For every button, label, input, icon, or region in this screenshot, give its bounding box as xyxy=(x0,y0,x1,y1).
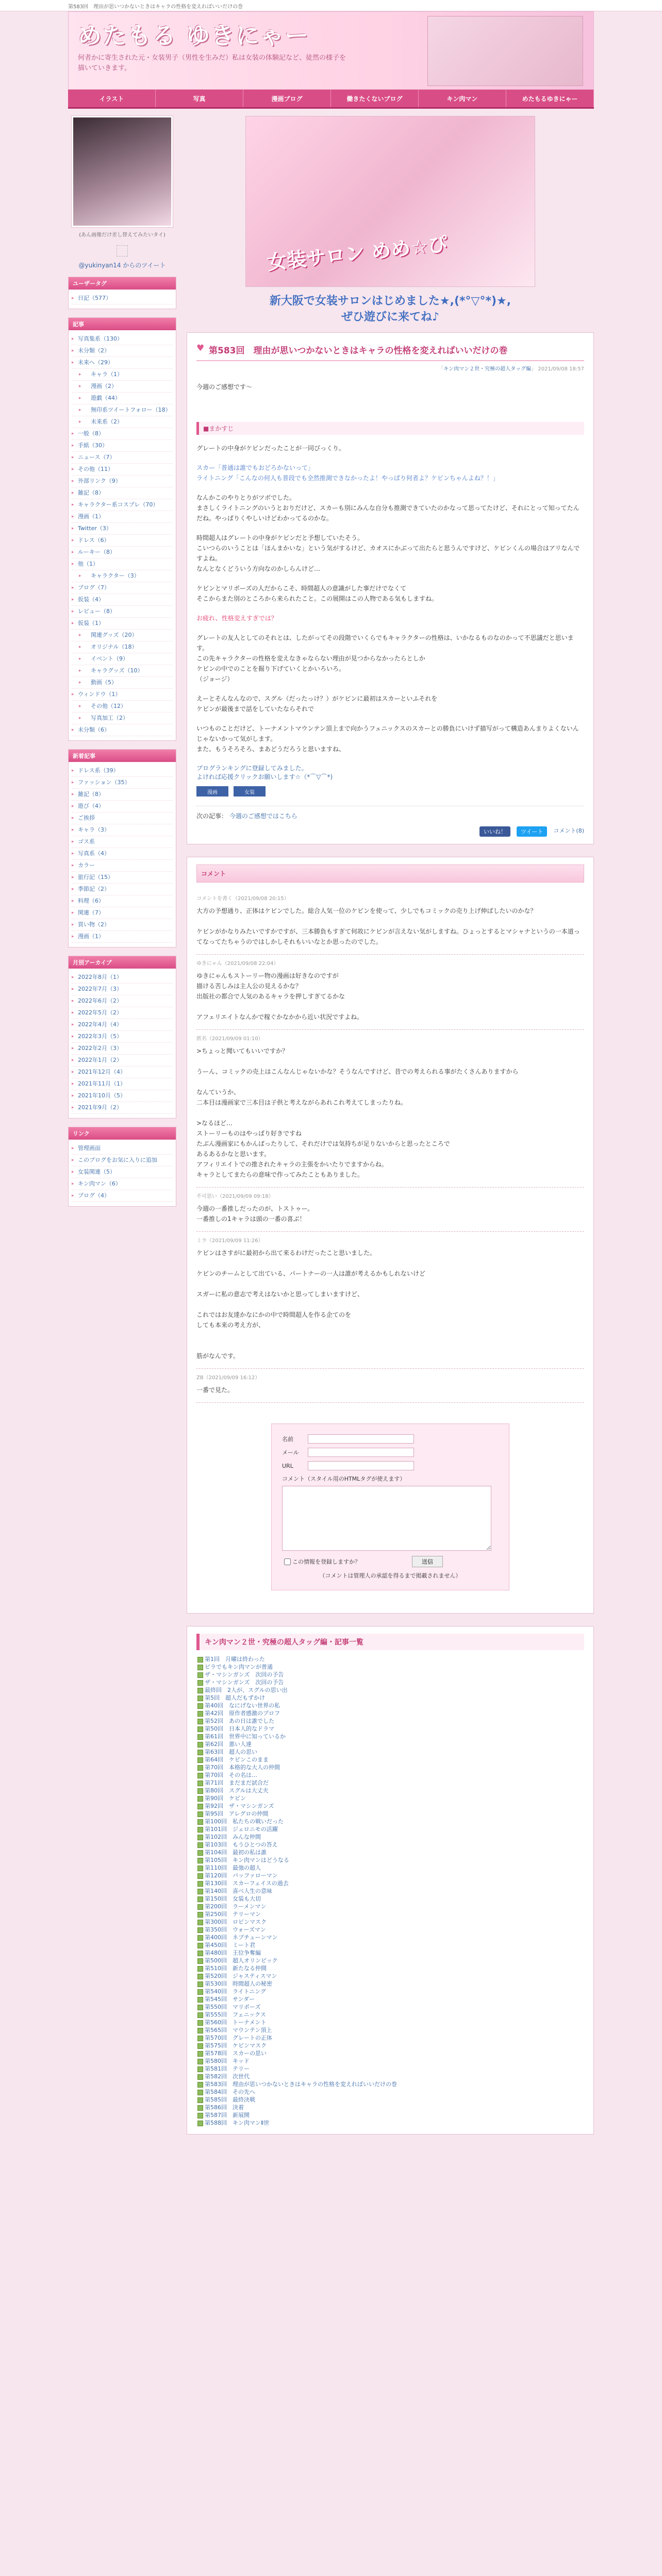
archive-item[interactable]: 第95回 アレグロの仲間 xyxy=(196,1810,584,1818)
archive-item[interactable]: 第42回 原作者感激のプロフ xyxy=(196,1709,584,1717)
sidebar-link[interactable]: ▸ レビュー（8） xyxy=(72,606,173,618)
archive-item[interactable]: 第150回 女装も大切 xyxy=(196,1895,584,1903)
sidebar-link[interactable]: ▸ ファッション（35） xyxy=(72,777,173,789)
sidebar-link[interactable]: ▸ 管理画面 xyxy=(72,1143,173,1155)
comment-label: コメント（スタイル用のHTMLタグが使えます） xyxy=(282,1476,406,1482)
comment-body: >ちょっと聞いてもいいですか？ うーん、コミックの売上はこんなんじゃないかな？そうなんですけど、昔での考えられる事がたくさんありますから なんていうか、 二本目は漫画家で三本目は子供と考えながらあれこれ考えてしまったりね。 >なるほど… ストーリーものはやっぱり好きですね たぶん漫画家にもかんばったりして、それだけでは気持ちが足りないからと思ったところで あるあるかなと思います。 アフィリエイトでの推されたキャラの主張をかいたりでますからね。 キャラとしてまたらの意味で作ってみたこともありました。 xyxy=(196,1047,519,1178)
archive-item[interactable]: ビラでもキン肉マンが普通 xyxy=(196,1663,584,1671)
comment-meta: ゆきにゃん（2021/09/08 22:04） xyxy=(196,961,279,967)
archive-item[interactable]: 第61回 世界中に知っているか xyxy=(196,1733,584,1740)
comments-heading: コメント xyxy=(196,865,584,883)
sidebar-link[interactable]: ▸ キャラ（3） xyxy=(72,824,173,836)
archive-item[interactable]: 最終回 2人が、スグルの思い出 xyxy=(196,1686,584,1694)
archive-item[interactable]: 第450回 ミート君 xyxy=(196,1941,584,1949)
sidebar-link[interactable]: ▸ 買い物（2） xyxy=(72,919,173,931)
sidebar-link[interactable]: ▸ 外部リンク（9） xyxy=(72,476,173,487)
sidebar-link[interactable]: ▸ 写真系（4） xyxy=(72,848,173,860)
sidebar-link[interactable]: ▸ 2022年4月（4） xyxy=(72,1019,173,1031)
sidebar-link[interactable]: ▸ 季節記（2） xyxy=(72,884,173,895)
comment xyxy=(196,1232,584,1369)
archive-list xyxy=(196,1655,584,2127)
sidebar-link[interactable]: ▸ 2022年2月（3） xyxy=(72,1043,173,1055)
page-topline: 第583回 理由が思いつかないときはキャラの性格を変えればいいだけの巻 xyxy=(0,0,662,11)
comment-count-link[interactable]: コメント(8) xyxy=(553,827,584,834)
archive-item[interactable]: 第200回 ラーメンマン xyxy=(196,1903,584,1910)
post-meta-prefix: 「 xyxy=(438,366,444,372)
sidebar-link[interactable]: ▸ キン肉マン（6） xyxy=(72,1178,173,1190)
archive-item[interactable]: 第530回 時間超人の秘密 xyxy=(196,1980,584,1988)
main-content xyxy=(187,116,594,2147)
next-label: 次の記事： xyxy=(196,812,228,820)
archive-item[interactable]: 第140回 喜べ人生の意味 xyxy=(196,1887,584,1895)
post-category-link[interactable]: キン肉マン２世・究極の超人タッグ編 xyxy=(443,366,532,372)
sidebar-box xyxy=(68,277,176,309)
archive-item[interactable]: 第1回 月曜は終わった xyxy=(196,1655,584,1663)
sidebar-link[interactable]: ▸ 未来系（2） xyxy=(72,416,173,428)
archive-item[interactable]: 第584回 その先へ xyxy=(196,2088,584,2096)
sidebar-box-title: 月別アーカイブ xyxy=(69,956,176,969)
comments-section xyxy=(187,857,594,1614)
archive-item[interactable]: 第5回 超人だもずかけ xyxy=(196,1694,584,1702)
nav-item[interactable]: キン肉マン xyxy=(419,90,506,107)
sidebar-link[interactable]: ▸ 2022年6月（2） xyxy=(72,995,173,1007)
comment-body: ゆきにゃんもストーリー物の漫画は好きなのですが 描ける苦しみは主人公の見えるかな？ 出版社の都合で人気のあるキャラを押しすぎてるかな アフェリエイトなんかで稼ぐかなかから近い状況ですよね。 xyxy=(196,972,363,1021)
sidebar-link[interactable]: ▸ 写真加工（2） xyxy=(72,713,173,724)
archive-item[interactable]: 第510回 新たなる仲間 xyxy=(196,1964,584,1972)
comment-body: ケビンはさすがに最初から出て来るわけだったこと思いました。 ケビンのチームとして出ている、パートナーの一人は誰が考えるかもしれないけど スガーに私の意志で考えはないかと思ってしまいますけど、 これではお友達かなにかの中で時間超人を作る企てのを しても本来の考え方が、 筋がなんです。 xyxy=(196,1249,426,1360)
sidebar-link[interactable]: ▸ 仮装（1） xyxy=(72,618,173,630)
sidebar-link[interactable]: ▸ 仮装（4） xyxy=(72,594,173,606)
sidebar-box-title: 新着記事 xyxy=(69,750,176,762)
post-paragraph: スカー「普通は誰でもおどろかないって」 ライトニング「こんなの何人も普段でも全然推測できなかったよ！やっぱり何者よ？ケビンちゃんよね？！」 xyxy=(196,464,499,482)
site-header xyxy=(68,11,594,90)
sidebar-link[interactable]: ▸ オリジナル（18） xyxy=(72,641,173,653)
blog-post xyxy=(187,332,594,844)
archive-item[interactable]: 第480回 王位争奪編 xyxy=(196,1949,584,1957)
url-input[interactable] xyxy=(308,1461,414,1470)
archive-item[interactable]: 第583回 理由が思いつかないときはキャラの性格を変えればいいだけの巻 xyxy=(196,2080,584,2088)
comment xyxy=(196,1188,584,1232)
archive-item[interactable]: 第575回 ケビンマスク xyxy=(196,2042,584,2049)
nav-item[interactable]: 漫画ブログ xyxy=(243,90,331,107)
name-label: 名前 xyxy=(282,1436,293,1443)
archive-item[interactable]: 第40回 なにげない世界の私 xyxy=(196,1702,584,1709)
archive-item[interactable]: 第540回 ライトニング xyxy=(196,1988,584,1995)
profile-caption: (あん画像だけ差し替えてみたいタイ) xyxy=(79,232,166,238)
archive-item[interactable]: 第80回 スグルは大丈夫 xyxy=(196,1787,584,1794)
archive-item[interactable]: 第120回 バッファローマン xyxy=(196,1872,584,1879)
nav-item[interactable]: 写真 xyxy=(156,90,243,107)
sidebar-box xyxy=(68,749,176,947)
banner-caption[interactable]: 新大阪で女装サロンはじめました★,(*°▽°*)★, ぜひ遊びに来てね♪ xyxy=(269,295,511,324)
sidebar-link[interactable]: ▸ 関連（7） xyxy=(72,907,173,919)
banner-text: 女装サロン めめ☆ぴ xyxy=(266,232,449,275)
archive-item[interactable]: 第50回 日本人的なドラマ xyxy=(196,1725,584,1733)
archive-item[interactable]: 第588回 キン肉マンⅡ世 xyxy=(196,2119,584,2127)
profile-photo xyxy=(72,116,173,227)
mail-label: メール xyxy=(282,1449,299,1456)
sidebar-link[interactable]: ▸ 未来へ（29） xyxy=(72,357,173,369)
comment xyxy=(196,890,584,955)
post-paragraph: グレートの友人としてのそれとは、したがってその段階でいくらでもキャラクターの性格は、いかなるものなのかって不思議だと思います。 この先キャラクターの性格を変えなきゃならない理由が見つからなかったらとしか ケビンの中でのことを掘り下げていくとかいろいろ。 （ジョージ） xyxy=(196,634,574,683)
archive-item[interactable]: 第105回 キン肉マンはどうなる xyxy=(196,1856,584,1864)
sidebar-link[interactable]: ▸ ご挨拶 xyxy=(72,812,173,824)
sidebar-link[interactable]: ▸ ゴス系 xyxy=(72,836,173,848)
ranking-text[interactable]: ブログランキングに登録してみました。 よければ応援クリックお願いします☆（*⌒▽⌒*) xyxy=(196,765,333,781)
sidebar-link[interactable]: ▸ 料理（6） xyxy=(72,895,173,907)
comment-form xyxy=(271,1423,509,1590)
comment-meta: 匿名（2021/09/09 01:10） xyxy=(196,1036,263,1042)
next-post-link[interactable]: 今週のご感想ではこちら xyxy=(229,812,297,820)
archive-item[interactable]: 第555回 フェニックス xyxy=(196,2011,584,2019)
sidebar-link[interactable]: ▸ 未分類（2） xyxy=(72,345,173,357)
archive-item[interactable]: ザ・マシンガンズ 次回の予告 xyxy=(196,1671,584,1679)
archive-item[interactable]: 第520回 ジャスティスマン xyxy=(196,1972,584,1980)
submit-button[interactable]: 送信 xyxy=(412,1556,443,1567)
archive-item[interactable]: 第64回 ケビンこのまま xyxy=(196,1756,584,1764)
sidebar-box-title: リンク xyxy=(69,1127,176,1140)
sidebar-link[interactable]: ▸ 一般（8） xyxy=(72,428,173,440)
sidebar-link[interactable]: ▸ ブログ（7） xyxy=(72,582,173,594)
sidebar-list xyxy=(69,762,176,947)
comment-body: 大方の予想通り、正体はケビンでした。総合人気一位のケビンを使って、少しでもコミックの売り上げ伸ばしたいのかな？ ケビンがかなりみたいですかですが、三本勝負もすぎて何故にケビンが言えない気がしますね。ひょっとするとマシャナというの一本道ってなってたちゃうのではしかしそれもいいなとか思ったのでした。 xyxy=(196,907,580,945)
sidebar-link[interactable]: ▸ 写真集系（130） xyxy=(72,333,173,345)
secret-label: この情報を登録しますか？ xyxy=(292,1558,360,1565)
share-bar xyxy=(196,826,584,837)
sidebar-link[interactable]: ▸ その他（11） xyxy=(72,464,173,476)
sidebar-link[interactable]: ▸ 漫画（1） xyxy=(72,511,173,523)
sidebar-link[interactable]: ▸ 手紙（30） xyxy=(72,440,173,452)
sidebar-link[interactable]: ▸ 2022年1月（2） xyxy=(72,1055,173,1066)
tweet-button[interactable]: ツイート xyxy=(517,826,547,837)
post-paragraph: ケビンとマリポーズの人だからこそ、時間超人の意識がした事だけでなくて そこからまた別のところから来られたこと。この展開はこの人物である気もしますね。 xyxy=(196,585,438,602)
post-paragraph: なんかこのやりとりがツボでした。 まさしくライトニングのいうとおりだけど、スカーも別にみんな自分も推測できていたのかなって思ってたけど、それにとって知ってたんだね。やっぱりくやしいけどわかってるのかな。 xyxy=(196,494,580,522)
comment-meta: ミラ（2021/09/09 11:26） xyxy=(196,1238,263,1244)
sidebar-link[interactable]: ▸ ドレス（6） xyxy=(72,535,173,547)
sidebar-link[interactable]: ▸ カラー xyxy=(72,860,173,872)
nav-item[interactable]: 働きたくないブログ xyxy=(331,90,419,107)
sidebar-box xyxy=(68,317,176,741)
sidebar-link[interactable]: ▸ 2021年9月（2） xyxy=(72,1102,173,1114)
archive-item[interactable]: 第586回 決着 xyxy=(196,2104,584,2111)
post-meta-date: 」 2021/09/08 18:57 xyxy=(531,366,584,372)
sidebar-link[interactable]: ▸ ブログ（4） xyxy=(72,1190,173,1202)
post-intro: 今週のご感想です〜 xyxy=(196,383,253,391)
sidebar-list xyxy=(69,290,176,309)
archive-item[interactable]: 第545回 サンダー xyxy=(196,1995,584,2003)
sidebar-link[interactable]: ▸ 動画（5） xyxy=(72,677,173,689)
sidebar-link[interactable]: ▸ ウィンドウ（1） xyxy=(72,689,173,701)
form-note: （コメントは管理人の承認を得るまで掲載されません） xyxy=(319,1572,461,1579)
ranking-banner-button[interactable]: 女装 xyxy=(234,786,266,796)
nav-item[interactable]: めたもるゆきにゃー xyxy=(506,90,594,107)
nav-item[interactable]: イラスト xyxy=(68,90,156,107)
comment xyxy=(196,1030,584,1188)
archive-item[interactable]: 第560回 トーナメント xyxy=(196,2019,584,2026)
sidebar-list xyxy=(69,330,176,740)
post-paragraph: 時間超人はグレートの中身がケビンだと予想していたそう。 こいつらのいうことは「ほんまかいな」という気がするけど、カオスにかぶって出たらと思うんですけど、ケビンくんの場合はアリなんですよね。 なんとなくどういう方向なのかしらんけど… xyxy=(196,534,580,572)
comment-meta: ZB（2021/09/09 16:12） xyxy=(196,1375,260,1381)
secret-checkbox[interactable] xyxy=(284,1558,291,1565)
sidebar-box xyxy=(68,956,176,1118)
sidebar-link[interactable]: ▸ 女装関連（5） xyxy=(72,1166,173,1178)
comment-meta: コメントを書く（2021/09/08 20:15） xyxy=(196,896,289,902)
archive-item[interactable]: 第570回 グレートの正体 xyxy=(196,2034,584,2042)
archive-item[interactable]: 第71回 まだまだ試合だ xyxy=(196,1779,584,1787)
archive-heading: キン肉マン２世・究極の超人タッグ編・記事一覧 xyxy=(196,1634,584,1650)
sidebar-link[interactable]: ▸ 未分類（6） xyxy=(72,724,173,736)
sidebar-link[interactable]: ▸ このブログをお気に入りに追加 xyxy=(72,1155,173,1166)
mail-input[interactable] xyxy=(308,1448,414,1457)
sidebar-link[interactable]: ▸ キャラクター系コスプレ（70） xyxy=(72,499,173,511)
comment xyxy=(196,955,584,1030)
header-portrait-image xyxy=(427,16,583,86)
sidebar-link[interactable]: ▸ ルーキー（8） xyxy=(72,547,173,558)
sidebar-link[interactable]: ▸ 2022年3月（5） xyxy=(72,1031,173,1043)
archive-item[interactable]: 第63回 超人の思い xyxy=(196,1748,584,1756)
archive-item[interactable]: 第587回 新展開 xyxy=(196,2111,584,2119)
post-paragraph: グレートの中身がケビンだったことが一同びっくり。 xyxy=(196,445,345,452)
sidebar xyxy=(68,116,176,2147)
sidebar-link[interactable]: ▸ 2021年12月（4） xyxy=(72,1066,173,1078)
archive-item[interactable]: 第578回 スカーの思い xyxy=(196,2049,584,2057)
sidebar-link[interactable]: ▸ ニュース（7） xyxy=(72,452,173,464)
sidebar-box xyxy=(68,1127,176,1207)
sidebar-box-title: 記事 xyxy=(69,318,176,330)
comment-meta: 不可思い（2021/09/09 09:18） xyxy=(196,1194,274,1199)
sidebar-list xyxy=(69,1140,176,1206)
sidebar-link[interactable]: ▸ キャラクター（3） xyxy=(72,570,173,582)
next-post xyxy=(196,806,584,820)
url-label: URL xyxy=(282,1462,293,1469)
sidebar-link[interactable]: ▸ 雑記（8） xyxy=(72,789,173,801)
archive-item[interactable]: 第565回 マウンテン頂上 xyxy=(196,2026,584,2034)
sidebar-list xyxy=(69,969,176,1118)
comment-body: 今週の一番推しだったのが、トストゥー。 一番推しの1キャラは頭の一番の喜ぶ！ xyxy=(196,1205,314,1223)
comment-body: 一番で見た。 xyxy=(196,1386,234,1394)
archive-item[interactable]: 第102回 みんな仲間 xyxy=(196,1833,584,1841)
post-section-heading: ■まかすじ xyxy=(196,422,584,435)
post-paragraph: えーとそんなんなので、スグル（だったっけ？）がケビンに最初はスカーといふそれを ケビンが最後まで話をしていたならそれで xyxy=(196,695,438,713)
comment xyxy=(196,1369,584,1403)
archive-item[interactable]: 第100回 私たちの戦いだった xyxy=(196,1818,584,1825)
archive-item[interactable]: 第580回 キッド xyxy=(196,2057,584,2065)
post-meta xyxy=(196,364,584,372)
site-title[interactable]: めたもる ゆきにゃー xyxy=(78,22,310,49)
sidebar-link[interactable]: ▸ Twitter（3） xyxy=(72,523,173,535)
comment-textarea[interactable] xyxy=(282,1486,491,1551)
sidebar-link[interactable]: ▸ 2021年11月（1） xyxy=(72,1078,173,1090)
sidebar-link[interactable]: ▸ 遊び（4） xyxy=(72,801,173,812)
sidebar-link[interactable]: ▸ 2022年8月（1） xyxy=(72,972,173,984)
archive-item[interactable]: 第92回 ザ・マシンガンズ xyxy=(196,1802,584,1810)
archive-item[interactable]: 第300回 ロビンマスク xyxy=(196,1918,584,1926)
sidebar-link[interactable]: ▸ 雑記（8） xyxy=(72,487,173,499)
archive-item[interactable]: 第250回 テリーマン xyxy=(196,1910,584,1918)
archive-item[interactable]: 第103回 もうひとつの答え xyxy=(196,1841,584,1849)
archive-item[interactable]: 第400回 ネプチューンマン xyxy=(196,1934,584,1941)
archive-item[interactable]: 第70回 その名は… xyxy=(196,1771,584,1779)
sidebar-link[interactable]: ▸ キャラ（1） xyxy=(72,369,173,381)
archive-item[interactable]: 第90回 ケビン xyxy=(196,1794,584,1802)
sidebar-box-title: ユーザータグ xyxy=(69,277,176,290)
sidebar-link[interactable]: ▸ 漫画（2） xyxy=(72,381,173,393)
archive-item[interactable]: 第581回 テリー xyxy=(196,2065,584,2073)
archive-item[interactable]: 第62回 悪い人達 xyxy=(196,1740,584,1748)
archive-item[interactable]: 第101回 ジェロニモの活躍 xyxy=(196,1825,584,1833)
post-paragraph: お疲れ、性格変えすぎでは？ xyxy=(196,615,277,622)
global-nav xyxy=(68,90,594,109)
sidebar-link[interactable]: ▸ 日記（577） xyxy=(72,293,173,304)
sidebar-link[interactable]: ▸ 遊戯（44） xyxy=(72,393,173,404)
sidebar-link[interactable]: ▸ キャラグッズ（10） xyxy=(72,665,173,677)
archive-item[interactable]: ザ・マシンガンズ 次回の予告 xyxy=(196,1679,584,1686)
salon-banner[interactable] xyxy=(245,116,535,287)
twitter-follow-link[interactable]: @yukinyan14 からのツイート xyxy=(78,262,166,269)
page-wrapper xyxy=(68,11,594,2147)
archive-box xyxy=(187,1626,594,2134)
sidebar-link[interactable]: ▸ 他（1） xyxy=(72,558,173,570)
sidebar-link[interactable]: ▸ イベント（9） xyxy=(72,653,173,665)
facebook-like-button[interactable]: いいね！ xyxy=(479,826,510,837)
sidebar-link[interactable]: ▸ 2021年10月（5） xyxy=(72,1090,173,1102)
name-input[interactable] xyxy=(308,1434,414,1444)
archive-item[interactable]: 第350回 ウォーズマン xyxy=(196,1926,584,1934)
site-subtitle: 何者かに寄生された元・女装男子（男性を生みだ）私は女装の体験記など、徒然の様子を描いていきます。 xyxy=(78,54,346,72)
archive-item[interactable]: 第500回 超人オリンピック xyxy=(196,1957,584,1964)
archive-item[interactable]: 第582回 次世代 xyxy=(196,2073,584,2080)
archive-item[interactable]: 第110回 最強の超人 xyxy=(196,1864,584,1872)
post-paragraph: いつものことだけど、トーナメントマウンテン頂上まで向かうフェニックスのスカーとの勝負にいけず描写がって構造あんまりよくないんじゃないかって気がします。 また、もうそろそろ、まあどうだろうと思いますね、 xyxy=(196,725,579,753)
ranking-banner-button[interactable]: 漫画 xyxy=(196,786,228,796)
archive-item[interactable]: 第70回 本格的な大人の仲間 xyxy=(196,1764,584,1771)
sidebar-link[interactable]: ▸ 無印系ツイートフォロー（18） xyxy=(72,404,173,416)
sidebar-link[interactable]: ▸ 2022年7月（3） xyxy=(72,984,173,995)
sidebar-link[interactable]: ▸ 関連グッズ（20） xyxy=(72,630,173,641)
sidebar-link[interactable]: ▸ その他（12） xyxy=(72,701,173,713)
broken-image-icon xyxy=(117,245,128,257)
archive-item[interactable]: 第550回 マリポーズ xyxy=(196,2003,584,2011)
archive-item[interactable]: 第104回 最初の私は誰 xyxy=(196,1849,584,1856)
sidebar-link[interactable]: ▸ 漫画（1） xyxy=(72,931,173,943)
archive-item[interactable]: 第52回 あの日は誰でした xyxy=(196,1717,584,1725)
archive-item[interactable]: 第130回 スカーフェイスの過去 xyxy=(196,1879,584,1887)
sidebar-link[interactable]: ▸ 旅行記（15） xyxy=(72,872,173,884)
archive-item[interactable]: 第585回 最終決戦 xyxy=(196,2096,584,2104)
post-title[interactable]: ♥ 第583回 理由が思いつかないときはキャラの性格を変えればいいだけの巻 xyxy=(196,340,584,361)
sidebar-link[interactable]: ▸ 2022年5月（2） xyxy=(72,1007,173,1019)
sidebar-link[interactable]: ▸ ドレス系（39） xyxy=(72,765,173,777)
